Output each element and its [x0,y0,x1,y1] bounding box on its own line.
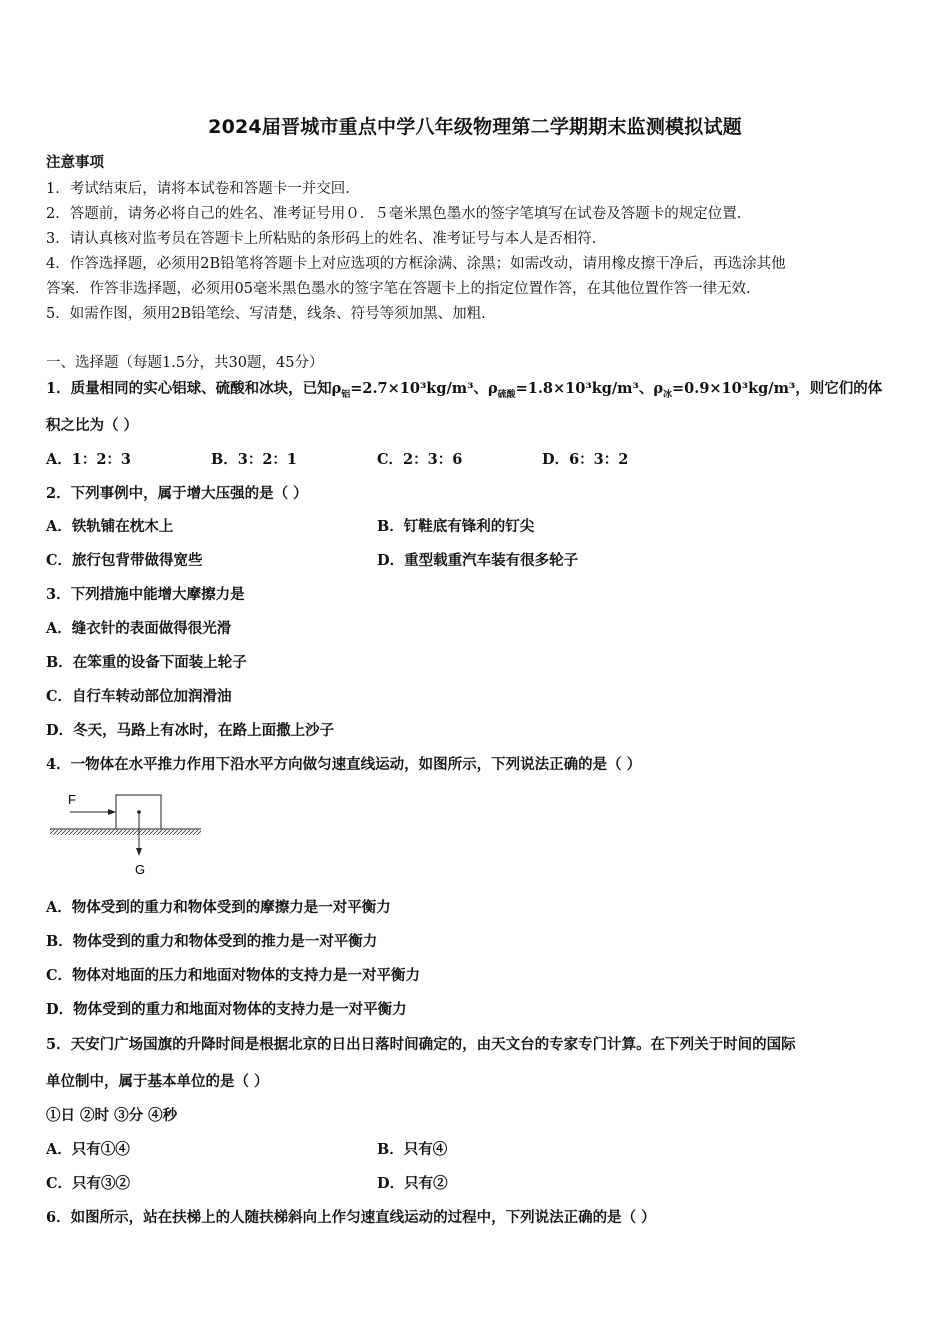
question-3-stem: 3．下列措施中能增大摩擦力是 [46,586,245,603]
section-heading: 一、选择题（每题1.5分，共30题，45分） [46,355,324,371]
question-4-stem: 4．一物体在水平推力作用下沿水平方向做匀速直线运动，如图所示，下列说法正确的是（ ） [46,756,642,773]
q1-val-1: =2.7×10³kg/m³、ρ [350,380,498,397]
notice-item: 5．如需作图，须用2B铅笔绘、写清楚，线条、符号等须加黑、加粗. [46,306,486,322]
force-label-g: G [135,862,146,877]
notice-item: 4．作答选择题，必须用2B铅笔将答题卡上对应选项的方框涂满、涂黑；如需改动，请用橡皮擦干净后，再选涂其他 [46,256,786,272]
q3-option-b[interactable]: B．在笨重的设备下面装上轮子 [46,654,247,671]
page-title: 2024届晋城市重点中学八年级物理第二学期期末监测模拟试题 [208,116,742,138]
q5-option-a[interactable]: A．只有①④ [46,1141,130,1158]
q5-option-d[interactable]: D．只有② [377,1175,448,1192]
q1-sub-ice: 冰 [663,389,673,400]
notice-item: 3．请认真核对监考员在答题卡上所粘贴的条形码上的姓名、准考证号与本人是否相符. [46,231,597,247]
q5-option-b[interactable]: B．只有④ [377,1141,448,1158]
question-2-stem: 2．下列事例中，属于增大压强的是（ ） [46,485,308,502]
q2-option-a[interactable]: A．铁轨铺在枕木上 [46,518,174,535]
notice-item: 答案．作答非选择题，必须用05毫米黑色墨水的签字笔在答题卡上的指定位置作答，在其他位置作答一律无效. [46,281,751,297]
question-5-units: ①日 ②时 ③分 ④秒 [46,1107,178,1124]
q1-text-a: 1．质量相同的实心铝球、硫酸和冰块，已知ρ [46,380,342,397]
q1-option-d[interactable]: D．6：3：2 [542,451,629,468]
question-5-stem-cont: 单位制中，属于基本单位的是（ ） [46,1073,269,1090]
notice-item: 2．答题前，请务必将自己的姓名、准考证号用０．５毫米黑色墨水的签字笔填写在试卷及答题卡的规定位置. [46,206,742,222]
q2-option-c[interactable]: C．旅行包背带做得宽些 [46,552,203,569]
q1-val-3: =0.9×10³kg/m³，则它们的体 [672,380,883,397]
q4-option-c[interactable]: C．物体对地面的压力和地面对物体的支持力是一对平衡力 [46,967,421,984]
q5-option-c[interactable]: C．只有③② [46,1175,131,1192]
q1-option-a[interactable]: A．1：2：3 [46,451,132,468]
q4-option-b[interactable]: B．物体受到的重力和物体受到的推力是一对平衡力 [46,933,378,950]
force-label-f: F [68,792,76,807]
q2-option-b[interactable]: B．钉鞋底有锋利的钉尖 [377,518,535,535]
question-6-stem: 6．如图所示，站在扶梯上的人随扶梯斜向上作匀速直线运动的过程中，下列说法正确的是（ ） [46,1209,656,1226]
q4-option-a[interactable]: A．物体受到的重力和物体受到的摩擦力是一对平衡力 [46,899,391,916]
notice-heading: 注意事项 [46,154,104,171]
q1-sub-acid: 硫酸 [497,389,516,400]
q3-option-d[interactable]: D．冬天，马路上有冰时，在路上面撒上沙子 [46,722,335,739]
q3-option-c[interactable]: C．自行车转动部位加润滑油 [46,688,232,705]
q4-option-d[interactable]: D．物体受到的重力和地面对物体的支持力是一对平衡力 [46,1001,407,1018]
ground-hatch [50,829,201,835]
gravity-arrowhead-icon [136,848,142,856]
q2-option-d[interactable]: D．重型载重汽车装有很多轮子 [377,552,579,569]
q1-option-b[interactable]: B．3：2：1 [211,451,298,468]
q1-val-2: =1.8×10³kg/m³、ρ [515,380,664,397]
question-5-stem: 5．天安门广场国旗的升降时间是根据北京的日出日落时间确定的，由天文台的专家专门计算。在下列关于时间的国际 [46,1036,796,1053]
q1-option-c[interactable]: C．2：3：6 [377,451,463,468]
question-1-stem-cont: 积之比为（ ） [46,417,139,434]
question-1-stem [46,377,882,400]
push-arrowhead-icon [108,809,116,815]
force-diagram [46,786,206,878]
notice-item: 1．考试结束后，请将本试卷和答题卡一并交回. [46,181,350,197]
q1-sub-aluminum: 铝 [341,389,351,400]
q3-option-a[interactable]: A．缝衣针的表面做得很光滑 [46,620,232,637]
